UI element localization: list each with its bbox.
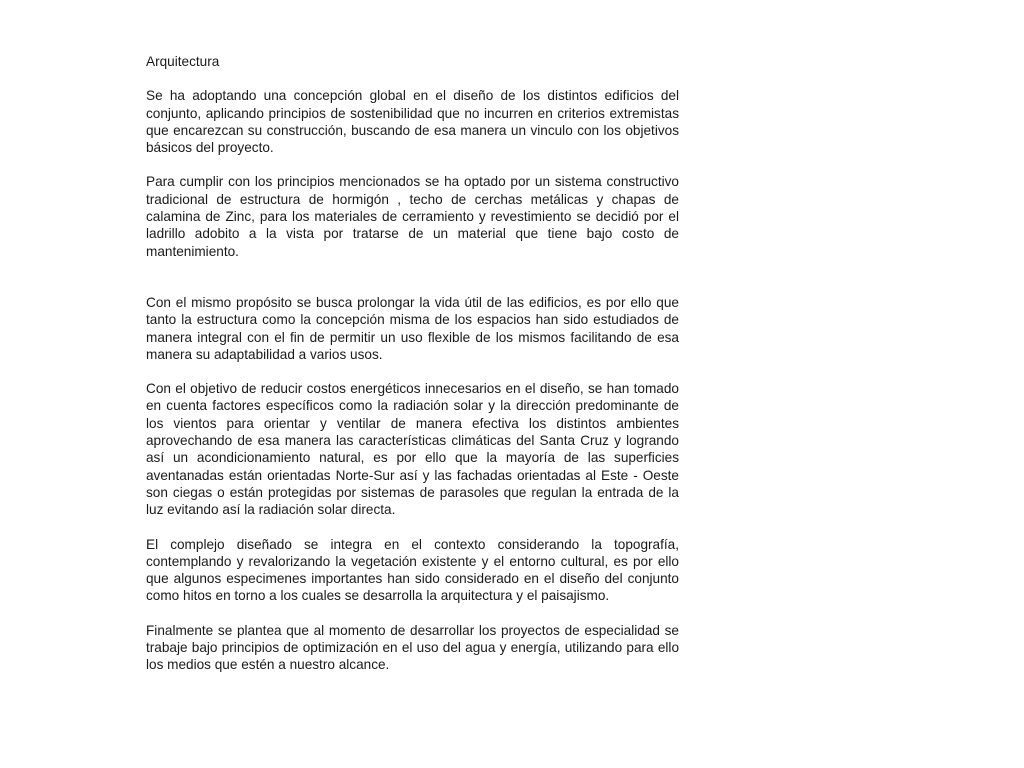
document-heading: Arquitectura bbox=[146, 54, 220, 69]
paragraph-vida-util: Con el mismo propósito se busca prolongar la vida útil de las edificios, es por ello que tanto la estructura como la concepción misma de los espacios han sido estudiados de manera integral con el fin de permitir un uso flexible de los mismos facilitando de esa manera su adaptabilidad a varios usos. bbox=[146, 294, 679, 362]
paragraph-contexto: El complejo diseñado se integra en el contexto considerando la topografía, contemplando y revalorizando la vegetación existente y el entorno cultural, es por ello que algunos especimenes importantes han sido considerado en el diseño del conjunto como hitos en torno a los cuales se desarrolla la arquitectura y el paisajismo. bbox=[146, 536, 679, 604]
paragraph-costos-energeticos: Con el objetivo de reducir costos energéticos innecesarios en el diseño, se han tomado en cuenta factores específicos como la radiación solar y la dirección predominante de los vientos para orientar y ventilar de manera efectiva los distintos ambientes aprovechando de esa manera las características climáticas del Santa Cruz y logrando así un acondicionamiento natural, es por ello que la mayoría de las superficies aventanadas están orientadas Norte-Sur así y las fachadas orientadas al Este - Oeste son ciegas o están protegidas por sistemas de parasoles que regulan la entrada de la luz evitando así la radiación solar directa. bbox=[146, 381, 679, 518]
document-page bbox=[146, 53, 679, 691]
paragraph-concepcion-global: Se ha adoptando una concepción global en el diseño de los distintos edificios del conjunto, aplicando principios de sostenibilidad que no incurren en criterios extremistas que encarezcan su construcción, buscando de esa manera un vinculo con los objetivos básicos del proyecto. bbox=[146, 88, 679, 156]
paragraph-sistema-constructivo: Para cumplir con los principios mencionados se ha optado por un sistema constructivo tradicional de estructura de hormigón , techo de cerchas metálicas y chapas de calamina de Zinc, para los materiales de cerramiento y revestimiento se decidió por el ladrillo adobito a la vista por tratarse de un material que tiene bajo costo de mantenimiento. bbox=[146, 174, 679, 259]
paragraph-especialidad: Finalmente se plantea que al momento de desarrollar los proyectos de especialidad se trabaje bajo principios de optimización en el uso del agua y energía, utilizando para ello los medios que estén a nuestro alcance. bbox=[146, 622, 679, 673]
